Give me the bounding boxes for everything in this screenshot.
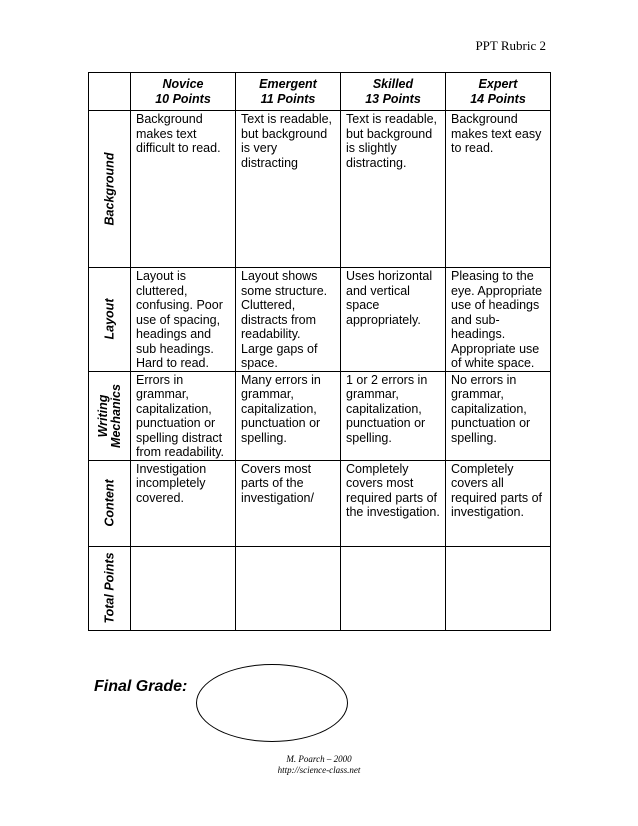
level-points: 11 Points [260, 91, 316, 106]
corner-cell [89, 73, 131, 111]
rubric-cell: Investigation incompletely covered. [131, 460, 236, 546]
rubric-cell: Covers most parts of the investigation/ [236, 460, 341, 546]
rubric-cell: Completely covers most required parts of the investigation. [341, 460, 446, 546]
column-header-skilled [341, 73, 446, 111]
row-background [89, 111, 551, 268]
page-header: PPT Rubric 2 [475, 38, 546, 53]
rubric-cell: Pleasing to the eye. Appropriate use of headings and sub-headings. Appropriate use of white space. [446, 268, 551, 372]
level-points: 13 Points [365, 91, 421, 106]
column-header-novice [131, 73, 236, 111]
row-header-layout [89, 268, 131, 372]
footer [0, 754, 638, 776]
rubric-cell: Completely covers all required parts of investigation. [446, 460, 551, 546]
rubric-cell: Uses horizontal and vertical space appropriately. [341, 268, 446, 372]
final-grade-oval [196, 664, 348, 742]
level-points: 14 Points [470, 91, 526, 106]
row-header-writing-mechanics [89, 371, 131, 460]
rubric-cell: Errors in grammar, capitalization, punctuation or spelling distract from readability. [131, 371, 236, 460]
rubric-cell: Many errors in grammar, capitalization, punctuation or spelling. [236, 371, 341, 460]
rubric-cell: Background makes text difficult to read. [131, 111, 236, 268]
row-header-content [89, 460, 131, 546]
rubric-cell: Layout is cluttered, confusing. Poor use of spacing, headings and sub headings. Hard to read. [131, 268, 236, 372]
rubric-cell [341, 546, 446, 630]
level-name: Expert [478, 77, 518, 91]
rubric-cell [446, 546, 551, 630]
row-label: Background [102, 152, 116, 226]
final-grade-label: Final Grade: [94, 678, 188, 695]
rubric-cell: 1 or 2 errors in grammar, capitalization, punctuation or spelling. [341, 371, 446, 460]
level-points: 10 Points [155, 91, 211, 106]
level-name: Emergent [259, 77, 317, 91]
row-label-line: Writing [95, 394, 110, 437]
rubric-cell: Background makes text easy to read. [446, 111, 551, 268]
row-label: Layout [102, 298, 116, 340]
rubric-cell: Text is readable, but background is slightly distracting. [341, 111, 446, 268]
rubric-cell [236, 546, 341, 630]
level-name: Skilled [372, 77, 414, 91]
rubric-cell: No errors in grammar, capitalization, punctuation or spelling. [446, 371, 551, 460]
row-header-total-points [89, 546, 131, 630]
rubric-cell: Layout shows some structure. Cluttered, distracts from readability. Large gaps of space. [236, 268, 341, 372]
row-label-line: Mechanics [108, 383, 123, 448]
column-header-expert [446, 73, 551, 111]
row-header-background [89, 111, 131, 268]
row-writing-mechanics [89, 371, 551, 460]
row-label: Content [102, 479, 116, 527]
level-name: Novice [162, 77, 204, 91]
row-label: Total Points [102, 552, 116, 624]
rubric-cell [131, 546, 236, 630]
footer-url: http://science-class.net [277, 765, 361, 775]
row-label [97, 384, 123, 448]
header-row [89, 73, 551, 111]
rubric-cell: Text is readable, but background is very distracting [236, 111, 341, 268]
row-total-points [89, 546, 551, 630]
rubric-table [88, 72, 551, 631]
row-layout [89, 268, 551, 372]
footer-author: M. Poarch – 2000 [286, 754, 352, 764]
column-header-emergent [236, 73, 341, 111]
row-content [89, 460, 551, 546]
